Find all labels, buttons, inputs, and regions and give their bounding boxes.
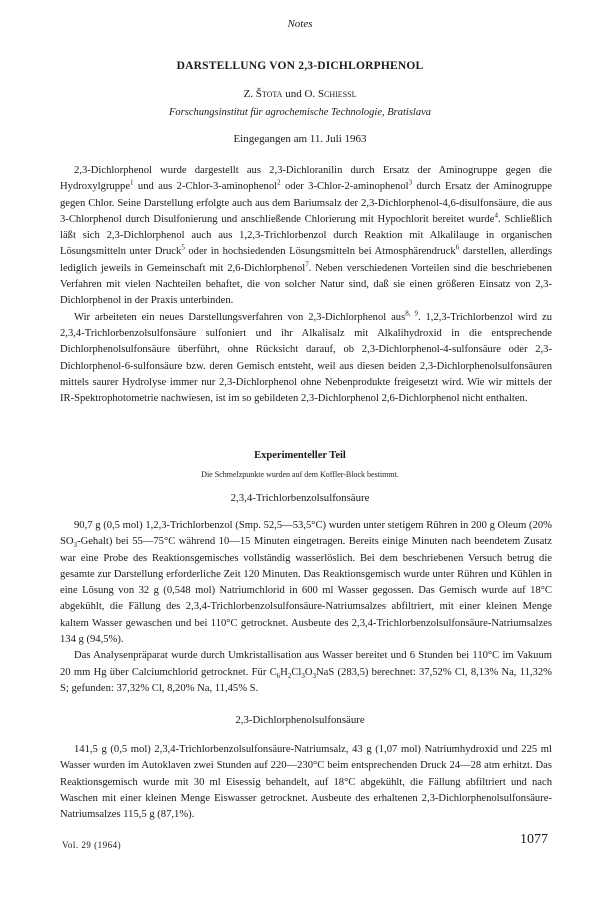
affiliation: Forschungsinstitut für agrochemische Technologie, Bratislava (169, 107, 431, 118)
author-line (0, 88, 600, 100)
page-number: 1077 (520, 832, 548, 847)
experimental-paragraph-2: Das Analysenpräparat wurde durch Umkristallisation aus Wasser bereitet und 6 Stunden bei 110°C im Vakuum 20 mm Hg über Calciumchlorid getrocknet. Für $C_6H_2Cl_3O_3NaS$ (283,5) berechnet: 37,52% Cl, 8,13% Na, 11,32% S; gefunden: 37,32% Cl, 8,20% Na, 11,45% S. (60, 650, 552, 694)
section-heading-experimental: Experimenteller Teil (254, 450, 346, 461)
reference-marker: 5 (181, 243, 185, 252)
formula-subscript: 3 (73, 541, 78, 550)
author-1-initial: Z. (243, 88, 254, 100)
reference-marker: 7 (305, 260, 309, 269)
received-date: Eingegangen am 11. Juli 1963 (233, 133, 367, 145)
reference-marker: 3 (408, 178, 413, 187)
formula-subscript: 3 (312, 671, 316, 680)
reference-marker: 2 (277, 178, 281, 187)
author-1-surname: Štota (255, 88, 283, 100)
formula-subscript: 6 (276, 671, 281, 680)
reference-marker: 1 (130, 178, 134, 187)
reference-marker: 8, 9 (405, 309, 418, 318)
formula-subscript: 2 (287, 671, 292, 680)
author-connector: und (285, 88, 302, 100)
section-note: Die Schmelzpunkte wurden auf dem Koffler-Block bestimmt. (201, 470, 399, 479)
reference-marker: 4 (494, 211, 498, 220)
subsection-2-text (60, 742, 552, 823)
intro-paragraph-2: Wir arbeiteten ein neues Darstellungsverfahren von 2,3-Dichlorphenol aus$^{8, 9}$. 1,2,3-Trichlorbenzol wird zu 2,3,4-Trichlorbenzolsulfonsäure sulfoniert und ihr Alkalisalz mit Alkalihydroxid in die entsprechende Dichlorphenolsulfonsäure überführt, ohne Rücksicht darauf, ob 2,3-Dichlorphenol-4-sulfonsäure oder 2,3-Dichlorphenol-6-sulfonsäure bzw. deren Gemisch entsteht, weil aus diesen beiden 2,3-Dichlorphenolsulfonsäuren mittels saurer Hydrolyse immer nur 2,3-Dichlorphenol ohne Nebenprodukte freigesetzt wird. Wie wir mittels der IR-Spektrophotometrie nachwiesen, ist im so gebildeten 2,3-Dichlorphenol 2,6-Dichlorphenol nicht enthalten. (60, 309, 552, 405)
volume-info: Vol. 29 (1964) (62, 840, 122, 850)
author-2-surname: Schiessl (317, 88, 357, 100)
introduction (60, 163, 552, 407)
experimental-paragraph-3: 141,5 g (0,5 mol) 2,3,4-Trichlorbenzolsulfonsäure-Natriumsalz, 43 g (1,07 mol) Natriumhydroxid und 225 ml Wasser wurden im Autoklaven zwei Stunden auf 220—230°C beim entsprechenden Druck 24—28 atm erhitzt. Das Reaktionsgemisch wurde mit 30 ml Eisessig behandelt, auf 18°C abgekühlt, die Fällung abfiltriert und nach Waschen mit einer kleinen Menge Eiswasser getrocknet. Ausbeute des erhaltenen 2,3-Dichlorphenolsulfonsäure-Natriumsalzes 115,5 g (87,1%). (60, 744, 552, 821)
subsection-heading-dichlorphenolsulfonsaeure: 2,3-Dichlorphenolsulfonsäure (235, 714, 365, 726)
subsection-1-text (60, 518, 552, 697)
running-head: Notes (287, 18, 313, 30)
reference-marker: 6 (455, 243, 460, 252)
intro-paragraph-1: 2,3-Dichlorphenol wurde dargestellt aus 2,3-Dichloranilin durch Ersatz der Aminogruppe gegen die Hydroxylgruppe$^1$ und aus 2-Chlor-3-aminophenol$^2$ oder 3-Chlor-2-aminophenol$^3$ durch Ersatz der Aminogruppe gegen Chlor. Seine Darstellung erfolgte auch aus dem Bariumsalz der 2,3-Dichlorphenol-4,6-disulfonsäure, die aus 3-Chlorphenol durch Disulfonierung und anschließende Chlorierung mit Hypochlorit bereitet wurde$^4$. Schließlich läßt sich 2,3-Dichlorphenol auch aus 1,2,3-Trichlorbenzol durch Reaktion mit Alkalilauge in organischen Lösungsmitteln unter Druck$^5$ oder in hochsiedenden Lösungsmitteln bei Atmosphärendruck$^6$ darstellen, allerdings lediglich jeweils in Gemeinschaft mit 2,6-Dichlorphenol$^7$. Neben verschiedenen Vorteilen sind die beschriebenen Verfahren mit vielen Nachteilen behaftet, die von solcher Natur sind, daß sie einen größeren Einsatz von 2,3-Dichlorphenol in der Praxis unterbinden. (60, 165, 552, 307)
experimental-paragraph-1: 90,7 g (0,5 mol) 1,2,3-Trichlorbenzol (Smp. 52,5—53,5°C) wurden unter stetigem Rühren in 200 g Oleum (20% $SO_3-Gehalt$) bei 55—75°C während 10—15 Minuten eingetragen. Bereits einige Minuten nach beendetem Zusatz war eine Probe des Reaktionsgemisches vollständig wasserlöslich. Bei dem beschriebenen Versuch betrug die gesamte zur Darstellung erforderliche Zeit 120 Minuten. Das Reaktionsgemisch wurde unter Rühren und Kühlen in eine Lösung von 32 g (0,548 mol) Natriumchlorid in 600 ml Wasser gegossen. Das Gemisch wurde auf 18°C abgekühlt, die Fällung des 2,3,4-Trichlorbenzolsulfonsäure-Natriumsalzes abfiltriert, mit einer kleinen Menge kaltem Wasser gewaschen und bei 110°C getrocknet. Ausbeute des 2,3,4-Trichlorbenzolsulfonsäure-Natriumsalzes 134 g (94,5%). (60, 520, 552, 646)
subsection-heading-trichlorbenzolsulfonsaeure: 2,3,4-Trichlorbenzolsulfonsäure (230, 492, 370, 504)
author-2-initial: O. (304, 88, 316, 100)
formula-subscript: 3 (301, 671, 305, 680)
article-title: DARSTELLUNG VON 2,3-DICHLORPHENOL (176, 60, 424, 72)
